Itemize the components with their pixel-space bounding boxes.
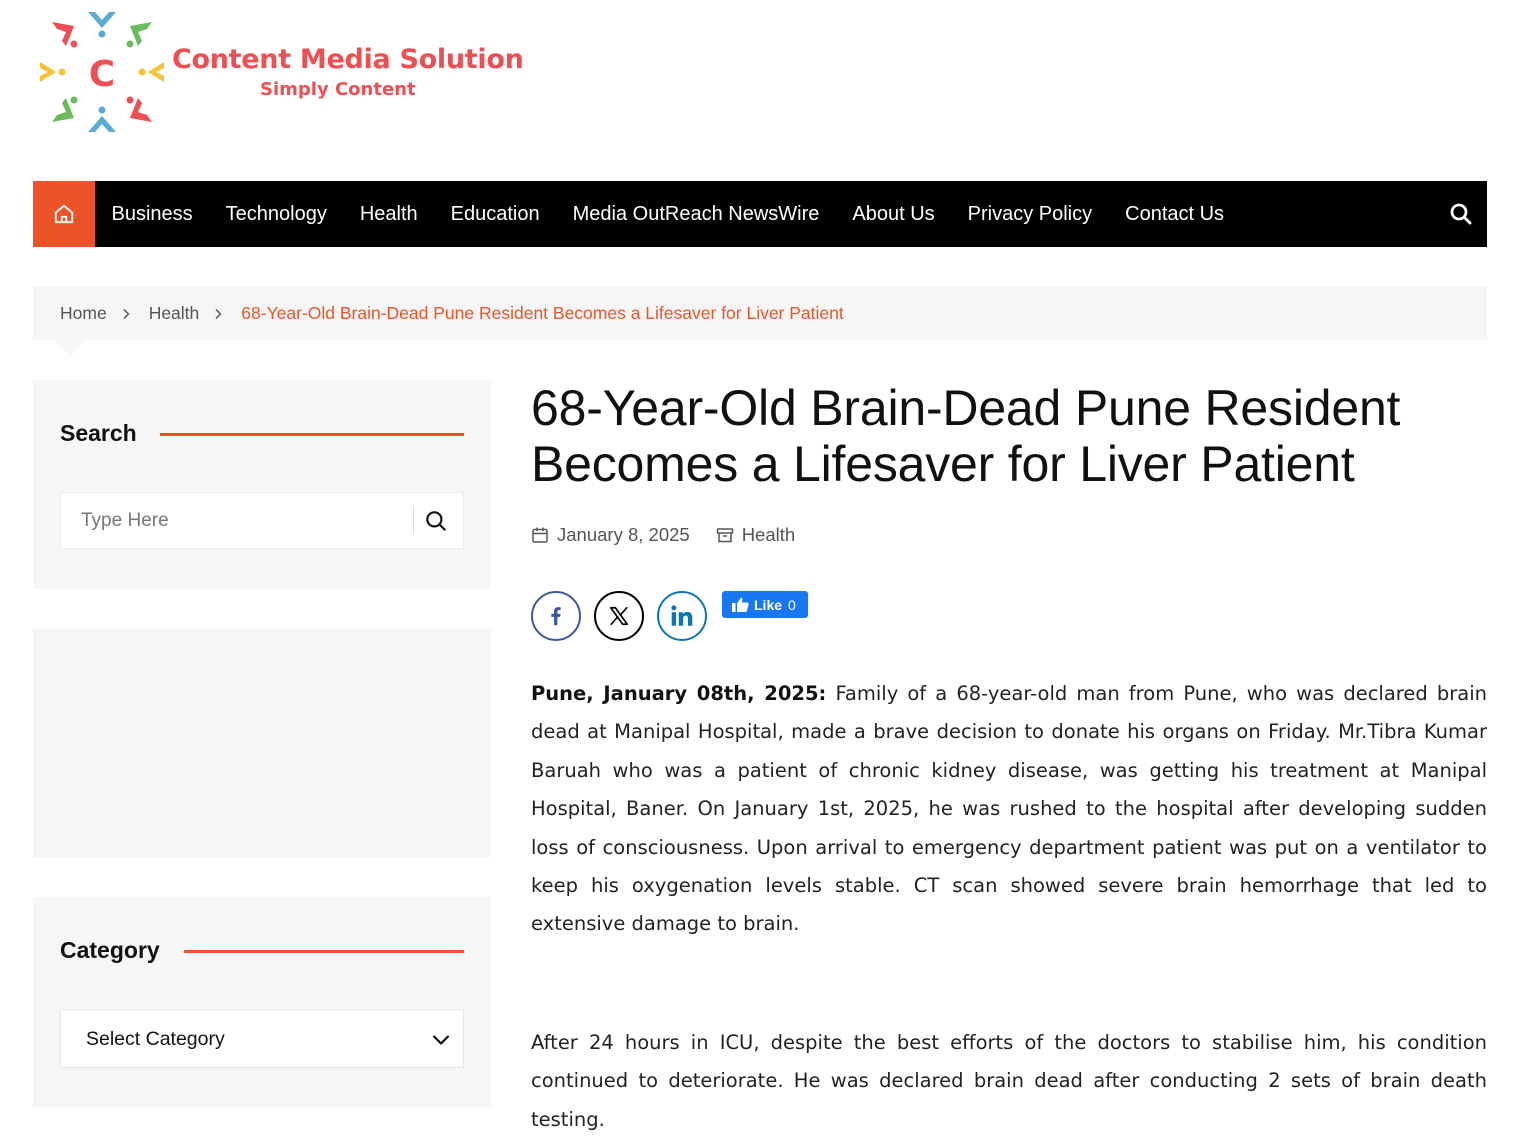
home-icon: [53, 203, 75, 225]
breadcrumb-current: 68-Year-Old Brain-Dead Pune Resident Becomes a Lifesaver for Liver Patient: [241, 303, 844, 323]
article-paragraph-1-text: Family of a 68-year-old man from Pune, who was declared brain dead at Manipal Hospital, made a brave decision to donate his organs on Friday. Mr.Tibra Kumar Baruah who was a patient of chronic kidney disease, was getting his treatment at Manipal Hospital, Baner. On January 1st, 2025, he was rushed to the hospital after developing sudden loss of consciousness. Upon arrival to emergency department patient was put on a ventilator to keep his oxygenation levels stable. CT scan showed severe brain hemorrhage that led to extensive damage to brain.: [531, 682, 1488, 936]
share-facebook-button[interactable]: [531, 591, 581, 641]
facebook-icon: [545, 605, 567, 627]
article-meta: [531, 524, 795, 546]
breadcrumb-category-link[interactable]: Health: [148, 303, 200, 323]
chevron-right-icon: [120, 308, 132, 320]
site-title: Content Media Solution: [172, 44, 524, 75]
breadcrumb-home-link[interactable]: Home: [60, 303, 107, 323]
search-form: [60, 492, 464, 549]
nav-item-technology[interactable]: Technology: [225, 203, 327, 225]
linkedin-icon: [669, 603, 695, 629]
main-navigation: [33, 181, 1487, 247]
search-submit-icon[interactable]: [423, 508, 449, 534]
site-logo[interactable]: [36, 6, 524, 138]
article-paragraph-1: [531, 675, 1487, 944]
category-widget: [33, 897, 491, 1107]
widget-title-rule: [184, 950, 464, 953]
nav-item-contact-us[interactable]: Contact Us: [1125, 203, 1225, 225]
logo-mark-icon: [36, 6, 168, 138]
category-widget-title: Category: [60, 937, 180, 964]
article-date[interactable]: January 8, 2025: [557, 524, 690, 545]
category-select-value: Select Category: [86, 1028, 225, 1050]
nav-item-media-outreach-newswire[interactable]: Media OutReach NewsWire: [572, 203, 820, 225]
share-linkedin-button[interactable]: [657, 591, 707, 641]
archive-icon: [716, 526, 734, 544]
nav-item-health[interactable]: Health: [359, 203, 418, 225]
article-category-link[interactable]: [716, 524, 795, 546]
search-input[interactable]: [61, 493, 413, 548]
nav-item-education[interactable]: Education: [450, 203, 540, 225]
article-title: 68-Year-Old Brain-Dead Pune Resident Becomes a Lifesaver for Liver Patient: [531, 380, 1401, 492]
share-x-button[interactable]: [594, 591, 644, 641]
search-icon[interactable]: [1449, 202, 1473, 226]
nav-item-privacy-policy[interactable]: Privacy Policy: [967, 203, 1093, 225]
x-twitter-icon: [608, 605, 630, 627]
thumbs-up-icon: [732, 597, 749, 612]
calendar-icon: [531, 526, 549, 544]
nav-item-business[interactable]: Business: [111, 203, 193, 225]
nav-home-button[interactable]: [33, 181, 95, 247]
nav-item-about-us[interactable]: About Us: [852, 203, 935, 225]
share-bar: [531, 591, 808, 641]
article-lead: Pune, January 08th, 2025:: [531, 682, 827, 705]
svg-text:C: C: [88, 54, 116, 95]
search-widget: [33, 380, 491, 589]
breadcrumb: [33, 287, 1487, 340]
article-paragraph-2: After 24 hours in ICU, despite the best efforts of the doctors to stabilise him, his condition continued to deteriorate. He was declared brain dead after conducting 2 sets of brain death testing.: [531, 1031, 1487, 1131]
chevron-right-icon: [212, 308, 224, 320]
widget-title-rule: [160, 433, 464, 436]
facebook-like-button[interactable]: [722, 591, 808, 618]
search-divider: [413, 506, 414, 534]
nav-menu: [95, 181, 1241, 247]
chevron-down-icon: [431, 1030, 451, 1050]
empty-widget: [33, 629, 491, 857]
search-widget-title: Search: [60, 420, 157, 447]
like-count: 0: [788, 596, 796, 613]
breadcrumb-notch: [55, 340, 85, 357]
article-category: Health: [741, 524, 796, 545]
site-tagline: Simply Content: [260, 79, 416, 100]
category-select[interactable]: [60, 1009, 464, 1068]
like-label: Like: [754, 596, 783, 613]
